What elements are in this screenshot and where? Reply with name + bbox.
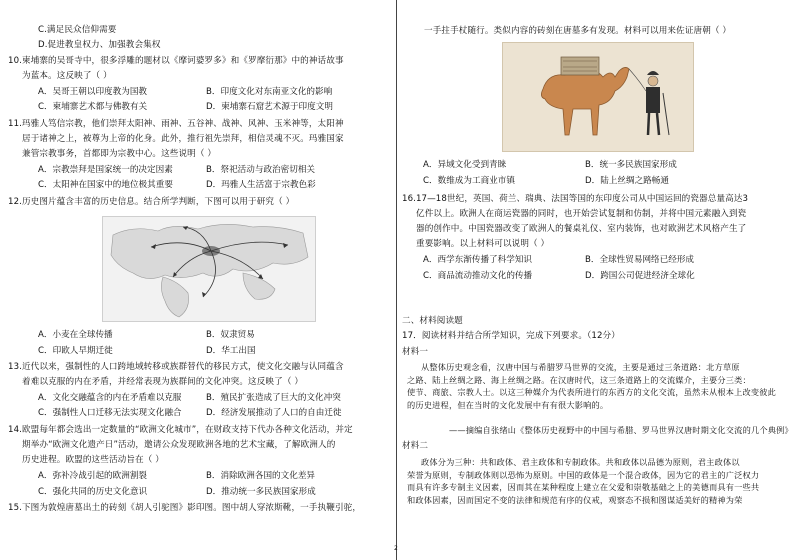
answer-option[interactable]: D．经济发展推动了人口的自由迁徙 bbox=[206, 408, 342, 418]
question-text-line: C.满足民众信仰需要 bbox=[38, 25, 117, 35]
material-source: ——摘编自张绪山《整体历史视野中的中国与希腊、罗马世界汉唐时期文化交流的几个典例》 bbox=[449, 425, 793, 435]
option-row bbox=[0, 408, 396, 419]
answer-option[interactable]: B．统一多民族国家形成 bbox=[585, 160, 677, 170]
answer-option[interactable]: D．陆上丝绸之路畅通 bbox=[585, 176, 669, 186]
question-text-line: 材料一 bbox=[402, 347, 429, 357]
material-passage bbox=[407, 361, 787, 411]
answer-option[interactable]: B．殖民扩张造成了巨大的文化冲突 bbox=[206, 393, 341, 403]
option-row bbox=[0, 180, 396, 191]
answer-option[interactable]: D．柬埔寨石窟艺术源于印度文明 bbox=[206, 102, 333, 112]
answer-option[interactable]: C．柬埔寨艺术都与佛教有关 bbox=[38, 102, 148, 112]
answer-option[interactable]: C．太阳神在国家中的地位极其重要 bbox=[38, 180, 173, 190]
question-text-line: 13.近代以来，强制性的人口跨地域转移或族群替代的移民方式，使文化交融与认同蕴含 bbox=[8, 362, 344, 372]
option-row bbox=[397, 255, 794, 266]
answer-option[interactable]: D．跨国公司促进经济全球化 bbox=[585, 271, 695, 281]
answer-option[interactable]: C．强化共同的历史文化意识 bbox=[38, 487, 148, 497]
answer-option[interactable]: B．全球性贸易网络已经形成 bbox=[585, 255, 695, 265]
answer-option[interactable]: C．印欧人早期迁徙 bbox=[38, 346, 113, 356]
question-text-line: 10.柬埔寨的吴哥寺中，很多浮雕的题材以《摩诃婆罗多》和《罗摩衍那》中的神话故事 bbox=[8, 56, 344, 66]
material-line: 从整体历史观念看，汉唐中国与希腊罗马世界的交流，主要是通过三条道路：北方草原 bbox=[421, 362, 740, 372]
question-text-line: 为蓝本。这反映了（ ） bbox=[22, 71, 112, 81]
material-passage bbox=[407, 456, 787, 506]
answer-option[interactable]: B．祭祀活动与政治密切相关 bbox=[206, 165, 316, 175]
question-text-line: 重要影响。以上材料可以说明（ ） bbox=[416, 239, 550, 249]
material-line: 和政体因素，因而国定不变的法律和规范有序的仪戒，观察态不损和图谋适美好的精神为荣 bbox=[407, 494, 743, 505]
answer-option[interactable]: C．商品流动推动文化的传播 bbox=[423, 271, 533, 281]
camel-fresco-image bbox=[502, 42, 694, 152]
question-text-line: 历史进程。欧盟的这些活动旨在（ ） bbox=[22, 455, 164, 465]
material-line: 而具有许多专制主义因素，因而其在某种程度上建立在父爱和崇敬基础之上的美德而具有一些共 bbox=[407, 482, 760, 492]
option-row bbox=[397, 176, 794, 187]
question-text-line: 二、材料阅读题 bbox=[402, 316, 463, 326]
question-text-line: 一手拄手杖随行。类似内容的砖刻在唐墓多有发现。材料可以用来佐证唐朝（ ） bbox=[424, 26, 732, 36]
option-row bbox=[0, 346, 396, 357]
option-row bbox=[0, 330, 396, 341]
question-text-line: 着难以克服的内在矛盾，并经常表现为族群间的文化冲突。这反映了（ ） bbox=[22, 377, 304, 387]
option-row bbox=[397, 271, 794, 282]
question-text-line: 12.历史图片蕴含丰富的历史信息。结合所学判断，下图可以用于研究（ ） bbox=[8, 197, 295, 207]
material-line: 政体分为三种：共和政体、君主政体和专制政体。共和政体以品德为原则，君主政体以 bbox=[421, 457, 740, 467]
question-text-line: 器的创作中。中国瓷器改变了欧洲人的餐桌礼仪、室内装饰，也对欧洲艺术风格产生了 bbox=[416, 224, 747, 234]
answer-option[interactable]: A．小麦在全球传播 bbox=[38, 330, 113, 340]
answer-option[interactable]: A．西学东渐传播了科学知识 bbox=[423, 255, 533, 265]
answer-option[interactable]: B．消除欧洲各国的文化差异 bbox=[206, 471, 316, 481]
question-text-line: 居于诸神之上，被尊为上帝的化身。此外，推行祖先崇拜，相信灵魂不灭。玛雅国家 bbox=[22, 134, 344, 144]
world-map-image bbox=[102, 216, 316, 322]
answer-option[interactable]: D．玛雅人生活富于宗教色彩 bbox=[206, 180, 316, 190]
option-row bbox=[0, 102, 396, 113]
answer-option[interactable]: C．强制性人口迁移无法实现文化融合 bbox=[38, 408, 182, 418]
answer-option[interactable]: A．宗教崇拜是国家统一的决定因素 bbox=[38, 165, 173, 175]
option-row bbox=[0, 487, 396, 498]
option-row bbox=[0, 393, 396, 404]
question-text-line: 17．阅读材料并结合所学知识，完成下列要求。（12分） bbox=[402, 331, 620, 341]
option-row bbox=[0, 165, 396, 176]
option-row bbox=[397, 160, 794, 171]
material-line: 的历史进程，但在当时的文化发展中有有很大影响的。 bbox=[407, 399, 609, 410]
answer-option[interactable]: A．弥补冷战引起的欧洲割裂 bbox=[38, 471, 148, 481]
question-text-line: 11.玛雅人笃信宗教，他们崇拜太阳神、雨神、五谷神、战神、风神、玉米神等，太阳神 bbox=[8, 119, 344, 129]
migration-map-svg bbox=[103, 217, 315, 321]
material-line: 荣誉为原则，专制政体则以恐怖为原则。中国的政体是一个混合政体，因为它的君主的广泛权力 bbox=[407, 469, 760, 480]
answer-option[interactable]: A．异域文化受到青睐 bbox=[423, 160, 507, 170]
answer-option[interactable]: D．推动统一多民族国家形成 bbox=[206, 487, 316, 497]
answer-option[interactable]: D．华工出国 bbox=[206, 346, 256, 356]
question-text-line: D.促进教皇权力、加强教会集权 bbox=[38, 40, 161, 50]
answer-option[interactable]: B．奴隶贸易 bbox=[206, 330, 255, 340]
option-row bbox=[0, 471, 396, 482]
camel-fresco-svg bbox=[503, 43, 693, 151]
question-text-line: 15.下图为敦煌唐墓出土的砖刻《胡人引驼图》影印图。图中胡人穿浓斯靴，一手执鞭引驼， bbox=[8, 503, 362, 513]
page-number: 2 bbox=[394, 545, 398, 552]
question-text-line: 14.欧盟每年都会选出一定数量的“欧洲文化城市”，在财政支持下代办各种文化活动，并定 bbox=[8, 425, 353, 435]
answer-option[interactable]: C．数维成为工商业市镇 bbox=[423, 176, 515, 186]
material-line: 之路、陆上丝绸之路、海上丝绸之路。在汉唐时代，这三条道路上的交流媒介，主要分三类： bbox=[407, 374, 751, 385]
question-text-line: 兼管宗教事务，首都即为宗教中心。这些说明（ ） bbox=[22, 149, 217, 159]
question-text-line: 亿件以上。欧洲人在商运瓷器的同时，也开始尝试复制和仿制，并将中国元素融入到瓷 bbox=[416, 209, 747, 219]
material-line: 使节、商旅、宗教人士。以这三种媒介为代表所进行的东西方的文化交流，虽然未从根本上改变彼此 bbox=[407, 387, 777, 397]
question-text-line: 材料二 bbox=[402, 441, 429, 451]
answer-option[interactable]: B．印度文化对东南亚文化的影响 bbox=[206, 87, 333, 97]
answer-option[interactable]: A．文化交融蕴含的内在矛盾难以克服 bbox=[38, 393, 182, 403]
question-text-line: 16.17—18世纪，英国、荷兰、瑞典、法国等国的东印度公司从中国运回的瓷器总量高达3 bbox=[402, 194, 749, 204]
question-text-line: 期举办“欧洲文化遗产日”活动，邀请公众发现欧洲各地的艺术宝藏，了解欧洲人的 bbox=[22, 440, 336, 450]
option-row bbox=[0, 87, 396, 98]
answer-option[interactable]: A．吴哥王朝以印度教为国教 bbox=[38, 87, 148, 97]
